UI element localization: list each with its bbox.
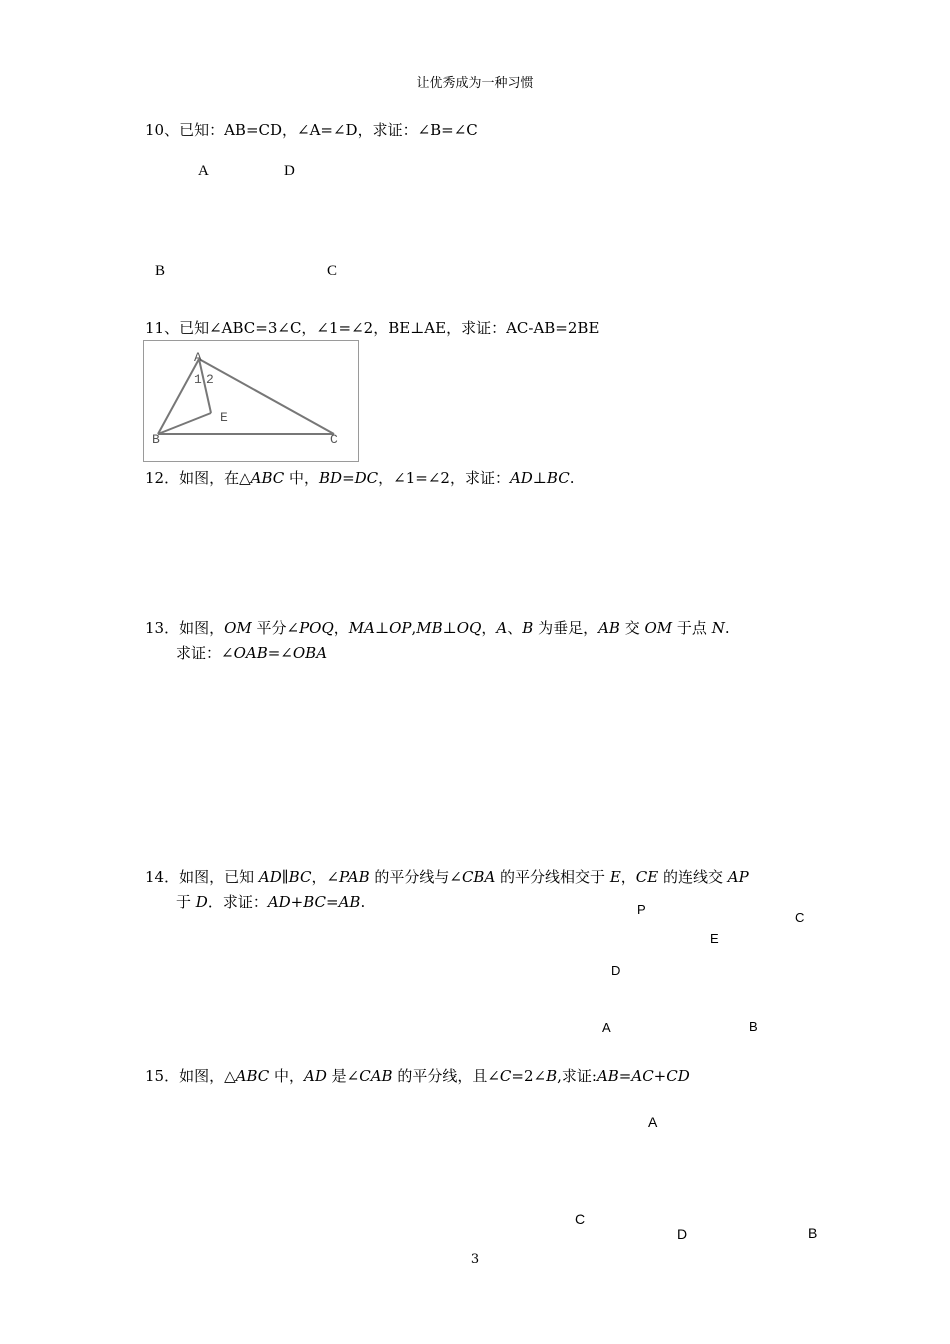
q14-label-b: B: [749, 1019, 758, 1034]
q11-label-b: B: [152, 432, 160, 447]
page-number: 3: [470, 1252, 480, 1267]
question-14-text-line2: 于 D．求证：AD+BC=AB.: [176, 893, 366, 911]
question-15-text: 15．如图，△ABC 中，AD 是∠CAB 的平分线，且∠C=2∠B,求证:AB=AC+CD: [145, 1067, 690, 1085]
question-14-text-line1: 14．如图，已知 AD∥BC，∠PAB 的平分线与∠CBA 的平分线相交于 E，CE 的连线交 AP: [145, 868, 749, 886]
q11-segment-be: [158, 413, 211, 434]
q14-label-e: E: [710, 931, 719, 946]
q15-label-a: A: [648, 1114, 658, 1130]
q10-label-a: A: [198, 163, 209, 179]
q10-label-c: C: [327, 263, 338, 279]
q11-label-a: A: [194, 350, 202, 365]
question-11-text: 11、已知∠ABC=3∠C，∠1=∠2，BE⊥AE，求证：AC-AB=2BE: [145, 319, 600, 337]
question-10-text: 10、已知：AB=CD，∠A=∠D，求证：∠B=∠C: [145, 121, 478, 139]
q14-label-p: P: [637, 902, 646, 917]
q11-label-angle-2: 2: [206, 372, 214, 387]
page-header: 让优秀成为一种习惯: [416, 76, 534, 91]
q10-label-b: B: [155, 263, 166, 279]
question-13-prove: 求证：∠OAB=∠OBA: [176, 644, 328, 662]
q15-label-c: C: [575, 1211, 586, 1227]
q11-figure: [143, 340, 359, 462]
q15-label-d: D: [677, 1226, 688, 1242]
q14-label-d: D: [611, 963, 621, 978]
q14-label-c: C: [795, 910, 805, 925]
q11-label-e: E: [220, 410, 228, 425]
q11-label-angle-1: 1: [194, 372, 202, 387]
q11-label-c: C: [330, 432, 338, 447]
q15-label-b: B: [808, 1225, 818, 1241]
q10-label-d: D: [284, 163, 295, 179]
question-12-text: 12．如图，在△ABC 中，BD=DC，∠1=∠2，求证：AD⊥BC.: [145, 469, 575, 487]
q11-triangle-diagram: [144, 341, 358, 461]
question-13-text: 13．如图，OM 平分∠POQ，MA⊥OP,MB⊥OQ，A、B 为垂足，AB 交 OM 于点 N.: [145, 619, 730, 637]
q11-segment-ab: [158, 359, 199, 434]
q14-label-a: A: [602, 1020, 611, 1035]
